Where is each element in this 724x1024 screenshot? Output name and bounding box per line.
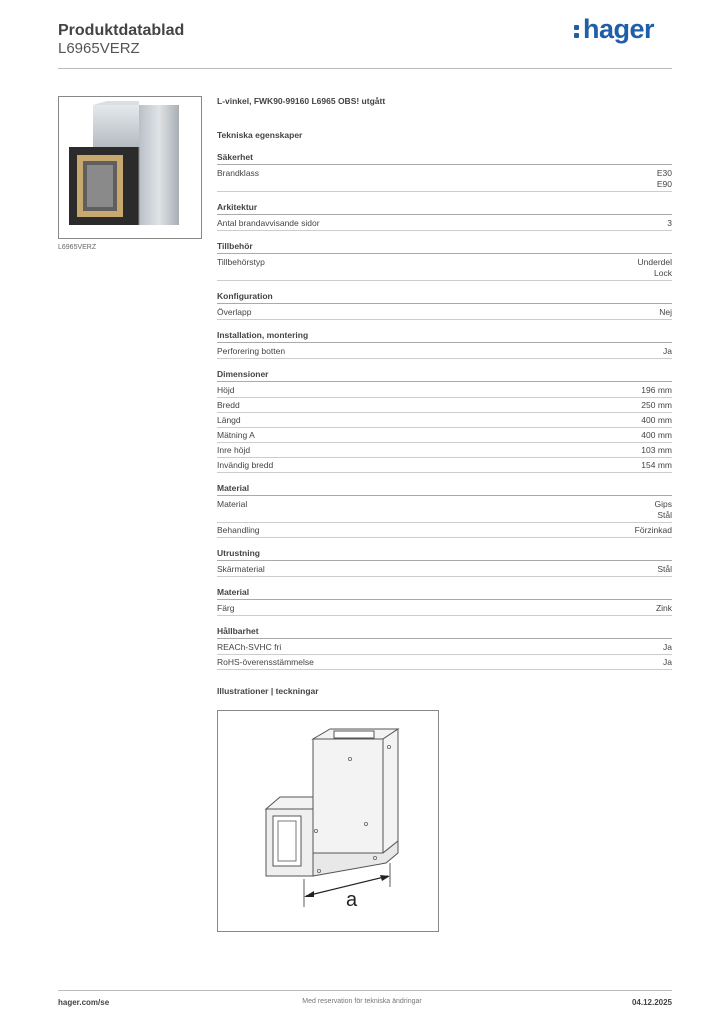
spec-group — [217, 483, 672, 538]
spec-group-title: Hållbarhet — [217, 626, 672, 639]
logo-text: hager — [582, 14, 654, 44]
spec-group — [217, 369, 672, 473]
spec-content — [217, 96, 672, 696]
footer-date: 04.12.2025 — [631, 998, 672, 1007]
spec-group-title: Utrustning — [217, 548, 672, 561]
spec-value: Förzinkad — [634, 524, 672, 535]
spec-row — [217, 166, 672, 192]
spec-value: Gips Stål — [654, 498, 672, 520]
hager-logo[interactable] — [574, 14, 654, 45]
spec-group — [217, 548, 672, 577]
spec-row — [217, 523, 672, 538]
spec-group-title: Installation, montering — [217, 330, 672, 343]
spec-row — [217, 383, 672, 398]
spec-group — [217, 241, 672, 281]
footer-disclaimer: Med reservation för tekniska ändringar — [302, 998, 422, 1005]
technical-drawing — [217, 710, 439, 932]
spec-value: Nej — [659, 306, 672, 317]
spec-row — [217, 344, 672, 359]
spec-row — [217, 216, 672, 231]
spec-group-title: Arkitektur — [217, 202, 672, 215]
spec-label: Perforering botten — [217, 345, 286, 356]
spec-label: Färg — [217, 602, 235, 613]
spec-group — [217, 291, 672, 320]
spec-group-title: Tillbehör — [217, 241, 672, 254]
spec-value: Ja — [663, 656, 672, 667]
footer-website[interactable]: hager.com/se — [58, 998, 110, 1007]
spec-label: Inre höjd — [217, 444, 251, 455]
product-code: L6965VERZ — [58, 40, 140, 57]
spec-value: 400 mm — [641, 414, 672, 425]
spec-label: Längd — [217, 414, 241, 425]
spec-row — [217, 458, 672, 473]
spec-group — [217, 587, 672, 616]
spec-label: Tillbehörstyp — [217, 256, 265, 267]
photo-caption: L6965VERZ — [58, 244, 97, 251]
spec-label: Överlapp — [217, 306, 252, 317]
page-title: Produktdatablad — [58, 22, 185, 39]
spec-value: 250 mm — [641, 399, 672, 410]
spec-value: 400 mm — [641, 429, 672, 440]
spec-value: 154 mm — [641, 459, 672, 470]
spec-group — [217, 330, 672, 359]
spec-value: Zink — [655, 602, 672, 613]
product-name: L-vinkel, FWK90-99160 L6965 OBS! utgått — [217, 96, 386, 106]
spec-label: RoHS-överensstämmelse — [217, 656, 314, 667]
dimension-label: a — [346, 889, 358, 911]
spec-label: Behandling — [217, 524, 260, 535]
technical-heading: Tekniska egenskaper — [217, 130, 303, 140]
spec-value: 3 — [667, 217, 672, 228]
spec-value: E30 E90 — [656, 167, 672, 189]
spec-row — [217, 497, 672, 523]
product-photo — [58, 96, 202, 239]
spec-group — [217, 626, 672, 670]
spec-label: Bredd — [217, 399, 240, 410]
spec-label: Brandklass — [217, 167, 260, 178]
spec-label: Invändig bredd — [217, 459, 274, 470]
spec-label: REACh-SVHC fri — [217, 641, 282, 652]
spec-label: Höjd — [217, 384, 235, 395]
spec-group-title: Material — [217, 587, 672, 600]
spec-group-title: Säkerhet — [217, 152, 672, 165]
footer-divider — [58, 990, 672, 991]
logo-dots-icon — [574, 22, 580, 40]
spec-row — [217, 601, 672, 616]
spec-row — [217, 413, 672, 428]
spec-groups — [217, 152, 672, 670]
spec-value: Ja — [663, 345, 672, 356]
spec-label: Skärmaterial — [217, 563, 265, 574]
spec-row — [217, 255, 672, 281]
spec-value: 196 mm — [641, 384, 672, 395]
spec-row — [217, 443, 672, 458]
spec-group — [217, 152, 672, 192]
spec-group-title: Dimensioner — [217, 369, 672, 382]
header-divider — [58, 68, 672, 69]
spec-row — [217, 562, 672, 577]
spec-row — [217, 428, 672, 443]
spec-label: Mätning A — [217, 429, 255, 440]
spec-value: Stål — [657, 563, 672, 574]
spec-value: 103 mm — [641, 444, 672, 455]
spec-group-title: Material — [217, 483, 672, 496]
spec-group-title: Konfiguration — [217, 291, 672, 304]
spec-value: Ja — [663, 641, 672, 652]
spec-label: Antal brandavvisande sidor — [217, 217, 320, 228]
spec-row — [217, 398, 672, 413]
spec-group — [217, 202, 672, 231]
spec-label: Material — [217, 498, 248, 509]
spec-row — [217, 305, 672, 320]
spec-row — [217, 640, 672, 655]
spec-row — [217, 655, 672, 670]
illustrations-heading: Illustrationer | teckningar — [217, 686, 319, 696]
spec-value: Underdel Lock — [637, 256, 672, 278]
